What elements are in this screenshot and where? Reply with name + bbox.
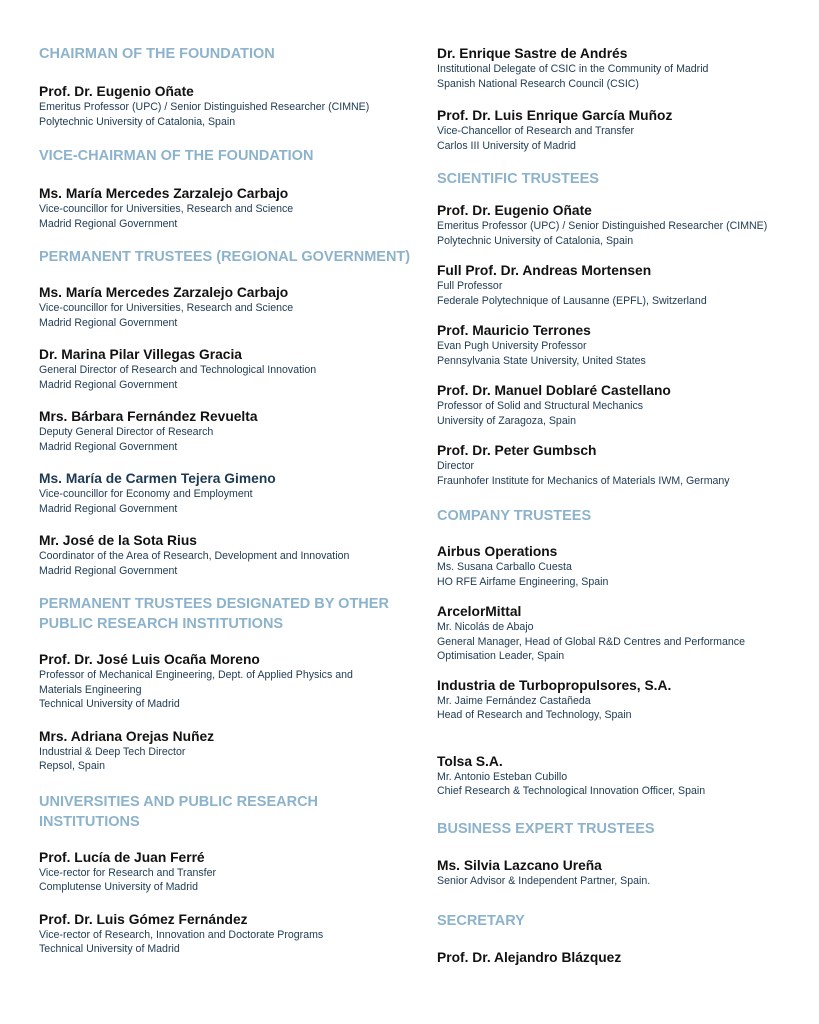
- trustee-role: Vice-councillor for Universities, Research and Science: [39, 203, 294, 215]
- trustee-affiliation: Pennsylvania State University, United States: [437, 354, 646, 367]
- trustee-affiliation: Repsol, Spain: [39, 760, 105, 772]
- trustee-affiliation: Carlos III University of Madrid: [437, 139, 576, 152]
- trustee-affiliation: Fraunhofer Institute for Mechanics of Materials IWM, Germany: [437, 474, 730, 487]
- company-representative: Mr. Antonio Esteban Cubillo: [437, 770, 568, 783]
- trustee-affiliation: Technical University of Madrid: [39, 943, 180, 955]
- trustee-entry: [437, 677, 807, 723]
- trustee-name: Prof. Dr. Eugenio Oñate: [437, 203, 592, 218]
- trustee-role: Professor of Solid and Structural Mechanics: [437, 400, 644, 412]
- trustee-role: Full Professor: [437, 280, 503, 292]
- trustee-entry: [39, 284, 411, 330]
- trustee-entry: [39, 346, 411, 392]
- trustee-role: General Director of Research and Technological Innovation: [39, 364, 317, 376]
- trustee-name: Mrs. Adriana Orejas Nuñez: [39, 728, 215, 744]
- trustee-entry: [39, 651, 411, 712]
- company-representative: Ms. Susana Carballo Cuesta: [437, 561, 572, 573]
- trustee-entry: [39, 911, 411, 957]
- company-role: Optimisation Leader, Spain: [437, 650, 565, 662]
- trustee-role: Vice-rector of Research, Innovation and Doctorate Programs: [39, 928, 324, 941]
- company-representative: Mr. Jaime Fernández Castañeda: [437, 694, 591, 707]
- section-heading-universities: [39, 792, 411, 832]
- section-heading-line: PERMANENT TRUSTEES DESIGNATED BY OTHER: [39, 596, 389, 612]
- trustee-name: Full Prof. Dr. Andreas Mortensen: [437, 263, 652, 278]
- trustee-affiliation: University of Zaragoza, Spain: [437, 414, 576, 427]
- trustee-entry: [437, 107, 807, 153]
- company-name: Tolsa S.A.: [437, 753, 503, 769]
- trustee-affiliation: Madrid Regional Government: [39, 316, 178, 329]
- section-heading-line: INSTITUTIONS: [39, 813, 140, 830]
- trustee-name: Ms. María Mercedes Zarzalejo Carbajo: [39, 285, 289, 300]
- trustee-affiliation: Madrid Regional Government: [39, 378, 178, 391]
- trustee-name: Mr. José de la Sota Rius: [39, 533, 197, 548]
- trustee-role: Vice-councillor for Economy and Employment: [39, 488, 253, 500]
- trustee-name: Prof. Dr. Peter Gumbsch: [437, 443, 597, 458]
- company-role: General Manager, Head of Global R&D Centres and Performance: [437, 635, 745, 648]
- trustee-role: Director: [437, 460, 475, 472]
- trustee-name: Prof. Dr. Luis Gómez Fernández: [39, 911, 248, 927]
- trustee-name: Prof. Dr. Luis Enrique García Muñoz: [437, 108, 673, 123]
- trustee-entry: [39, 470, 411, 516]
- trustee-entry: [437, 45, 807, 91]
- company-representative: Mr. Nicolás de Abajo: [437, 621, 534, 633]
- trustee-affiliation: Polytechnic University of Catalonia, Spain: [39, 115, 236, 128]
- trustee-role: Vice-councillor for Universities, Research and Science: [39, 302, 294, 314]
- trustee-name: Ms. María de Carmen Tejera Gimeno: [39, 471, 276, 486]
- trustee-name: Prof. Dr. Manuel Doblaré Castellano: [437, 383, 671, 398]
- trustee-name: Dr. Marina Pilar Villegas Gracia: [39, 347, 242, 362]
- trustee-entry: [39, 849, 411, 895]
- section-heading-scientific: SCIENTIFIC TRUSTEES: [437, 171, 599, 187]
- section-heading-vice-chairman: VICE-CHAIRMAN OF THE FOUNDATION: [39, 148, 314, 164]
- right-column: [437, 44, 807, 966]
- left-column: [39, 44, 411, 957]
- trustee-affiliation: Technical University of Madrid: [39, 698, 180, 710]
- trustee-entry: [39, 728, 411, 774]
- trustee-entry: [437, 262, 807, 308]
- trustee-affiliation: Federale Polytechnique of Lausanne (EPFL), Switzerland: [437, 294, 707, 307]
- trustee-entry: [39, 83, 411, 129]
- trustee-name: Mrs. Bárbara Fernández Revuelta: [39, 409, 258, 424]
- section-heading-business: BUSINESS EXPERT TRUSTEES: [437, 820, 655, 837]
- trustee-role: Institutional Delegate of CSIC in the Community of Madrid: [437, 63, 709, 75]
- trustee-role: Evan Pugh University Professor: [437, 340, 587, 352]
- trustee-entry: [437, 322, 807, 368]
- trustee-entry: [437, 202, 807, 248]
- trustee-role: Coordinator of the Area of Research, Development and Innovation: [39, 550, 350, 562]
- section-heading-line: UNIVERSITIES AND PUBLIC RESEARCH: [39, 793, 319, 810]
- trustee-entry: [437, 442, 807, 488]
- trustee-role: Emeritus Professor (UPC) / Senior Distinguished Researcher (CIMNE): [39, 101, 370, 113]
- trustee-affiliation: Madrid Regional Government: [39, 217, 178, 230]
- trustee-entry: [437, 753, 807, 799]
- trustee-name: Ms. Silvia Lazcano Ureña: [437, 857, 602, 873]
- trustee-entry: [437, 543, 807, 589]
- trustee-role: Emeritus Professor (UPC) / Senior Distinguished Researcher (CIMNE): [437, 220, 768, 232]
- trustee-role: Professor of Mechanical Engineering, Dept. of Applied Physics and: [39, 669, 353, 681]
- company-name: Industria de Turbopropulsores, S.A.: [437, 677, 672, 693]
- trustee-name: Prof. Mauricio Terrones: [437, 323, 591, 338]
- trustee-role: Vice-rector for Research and Transfer: [39, 866, 217, 879]
- company-role: Chief Research & Technological Innovation Officer, Spain: [437, 785, 706, 797]
- company-role: HO RFE Airfame Engineering, Spain: [437, 575, 609, 588]
- trustee-affiliation: Madrid Regional Government: [39, 564, 178, 577]
- trustee-affiliation: Madrid Regional Government: [39, 502, 178, 515]
- trustee-name: Prof. Dr. Alejandro Blázquez: [437, 950, 622, 965]
- trustee-role: Senior Advisor & Independent Partner, Spain.: [437, 874, 651, 887]
- trustee-name: Prof. Lucía de Juan Ferré: [39, 849, 205, 865]
- trustee-entry: [39, 532, 411, 578]
- section-heading-secretary: SECRETARY: [437, 913, 525, 929]
- trustee-entry: [39, 408, 411, 454]
- trustee-entry: [39, 185, 411, 231]
- trustee-entry: [437, 382, 807, 428]
- trustee-role: Vice-Chancellor of Research and Transfer: [437, 125, 635, 137]
- section-heading-permanent-regional: PERMANENT TRUSTEES (REGIONAL GOVERNMENT): [39, 249, 411, 265]
- company-name: ArcelorMittal: [437, 604, 522, 619]
- company-role: Head of Research and Technology, Spain: [437, 709, 632, 721]
- section-heading-company: COMPANY TRUSTEES: [437, 508, 592, 524]
- section-heading-permanent-other: [39, 594, 411, 634]
- trustee-affiliation: Spanish National Research Council (CSIC): [437, 77, 639, 90]
- company-name: Airbus Operations: [437, 544, 558, 559]
- trustee-name: Prof. Dr. Eugenio Oñate: [39, 84, 194, 99]
- section-heading-chairman: CHAIRMAN OF THE FOUNDATION: [39, 46, 275, 62]
- trustee-name: Ms. María Mercedes Zarzalejo Carbajo: [39, 186, 289, 201]
- trustee-affiliation: Complutense University of Madrid: [39, 881, 198, 893]
- trustee-entry: [437, 603, 807, 664]
- trustee-entry: [437, 857, 807, 889]
- trustee-role: Deputy General Director of Research: [39, 426, 214, 438]
- trustee-name: Prof. Dr. José Luis Ocaña Moreno: [39, 652, 260, 667]
- trustee-role: Materials Engineering: [39, 683, 142, 696]
- trustee-affiliation: Madrid Regional Government: [39, 440, 178, 453]
- trustee-name: Dr. Enrique Sastre de Andrés: [437, 46, 628, 61]
- section-heading-line: PUBLIC RESEARCH INSTITUTIONS: [39, 616, 284, 632]
- trustee-affiliation: Polytechnic University of Catalonia, Spain: [437, 234, 634, 247]
- trustee-entry: [437, 949, 807, 966]
- trustee-role: Industrial & Deep Tech Director: [39, 745, 186, 758]
